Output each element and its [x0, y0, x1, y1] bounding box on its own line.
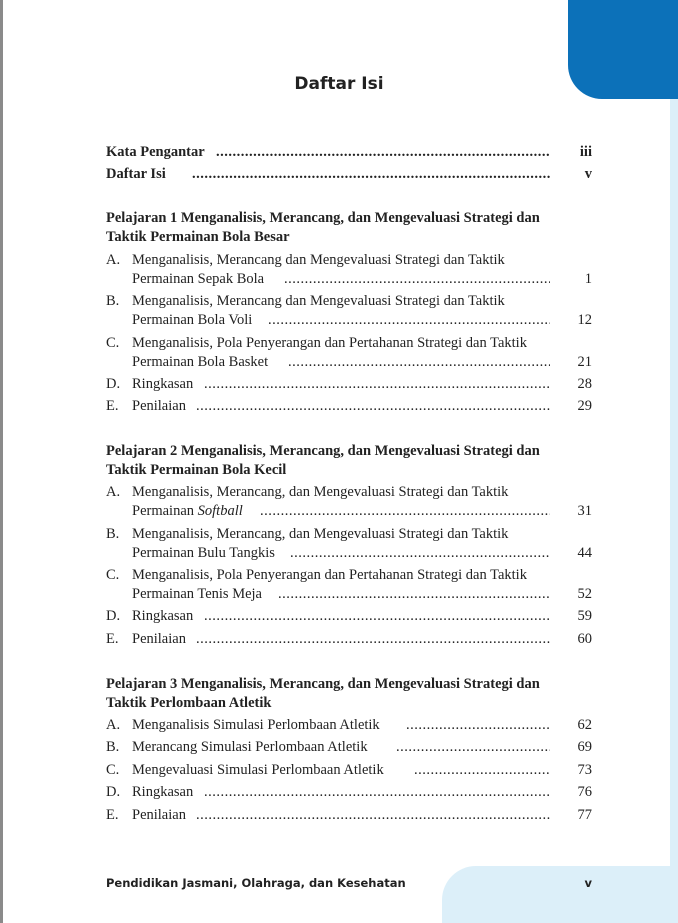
toc-page-number: 59 [577, 608, 592, 624]
item-title-line1: Menganalisis, Merancang, dan Mengevaluasi Strategi dan Taktik [132, 526, 509, 542]
chapter-heading-line1: Pelajaran 1 Menganalisis, Merancang, dan Mengevaluasi Strategi dan [106, 210, 540, 226]
toc-entry-label: Daftar Isi [106, 166, 166, 182]
leader-dots [406, 716, 550, 734]
item-title-line1: Menganalisis Simulasi Perlombaan Atletik [132, 717, 380, 733]
item-letter: A. [106, 484, 121, 500]
item-letter: C. [106, 567, 120, 583]
leader-dots [204, 375, 550, 393]
chapter-heading-line1: Pelajaran 2 Menganalisis, Merancang, dan Mengevaluasi Strategi dan [106, 443, 540, 459]
toc-page-number: 73 [577, 762, 592, 778]
item-letter: E. [106, 631, 119, 647]
toc-page-number: 28 [577, 376, 592, 392]
toc-page-number: 60 [577, 631, 592, 647]
item-title-line2: Permainan Bola Basket [132, 354, 269, 370]
page-left-edge [0, 0, 3, 923]
item-letter: B. [106, 293, 120, 309]
toc-page-number: 31 [577, 503, 592, 519]
item-title-line1: Menganalisis, Merancang dan Mengevaluasi Strategi dan Taktik [132, 252, 505, 268]
leader-dots [192, 165, 550, 183]
leader-dots [290, 544, 550, 562]
toc-entry-label: Kata Pengantar [106, 144, 205, 160]
leader-dots [216, 143, 550, 161]
item-letter: C. [106, 335, 120, 351]
toc-page-number: 29 [577, 398, 592, 414]
item-letter: C. [106, 762, 120, 778]
corner-tab-bottom [442, 866, 678, 923]
chapter-heading [106, 209, 592, 247]
item-letter: A. [106, 252, 121, 268]
item-title-line2-text: Permainan [132, 503, 195, 519]
chapter-heading-line2: Taktik Permainan Bola Kecil [106, 462, 287, 478]
toc-page-number: 1 [584, 271, 592, 287]
leader-dots [284, 270, 550, 288]
leader-dots [414, 761, 550, 779]
leader-dots [196, 397, 550, 415]
toc-page-number: v [584, 166, 592, 182]
toc-page-number: iii [579, 144, 592, 160]
leader-dots [268, 311, 550, 329]
page-title: Daftar Isi [294, 74, 384, 94]
toc-page-number: 52 [577, 586, 592, 602]
leader-dots [204, 607, 550, 625]
item-letter: D. [106, 608, 121, 624]
chapter-heading-line2: Taktik Perlombaan Atletik [106, 695, 272, 711]
leader-dots [196, 630, 550, 648]
leader-dots [196, 806, 550, 824]
footer-book-title: Pendidikan Jasmani, Olahraga, dan Kesehatan [106, 876, 406, 890]
item-letter: D. [106, 784, 121, 800]
chapter-heading-line2: Taktik Permainan Bola Besar [106, 229, 290, 245]
item-letter: B. [106, 739, 120, 755]
toc-page-number: 12 [577, 312, 592, 328]
chapter-heading [106, 675, 592, 713]
item-title-line1: Penilaian [132, 807, 186, 823]
item-letter: E. [106, 398, 119, 414]
item-title-line2: Permainan Bulu Tangkis [132, 545, 275, 561]
item-title-line1: Merancang Simulasi Perlombaan Atletik [132, 739, 368, 755]
item-title-line1: Menganalisis, Merancang dan Mengevaluasi Strategi dan Taktik [132, 293, 505, 309]
item-title-line1: Penilaian [132, 398, 186, 414]
item-title-line2: Permainan Bola Voli [132, 312, 253, 328]
item-title-line1: Penilaian [132, 631, 186, 647]
item-title-line1: Ringkasan [132, 784, 194, 800]
page-right-strip [670, 0, 678, 923]
item-letter: B. [106, 526, 120, 542]
leader-dots [396, 738, 550, 756]
footer-page-number: v [584, 876, 592, 890]
item-title-line2 [132, 502, 243, 521]
toc-page-number: 76 [577, 784, 592, 800]
item-title-line1: Ringkasan [132, 608, 194, 624]
item-title-line1: Mengevaluasi Simulasi Perlombaan Atletik [132, 762, 384, 778]
toc-page-number: 21 [577, 354, 592, 370]
chapter-heading-line1: Pelajaran 3 Menganalisis, Merancang, dan Mengevaluasi Strategi dan [106, 676, 540, 692]
item-title-line1: Ringkasan [132, 376, 194, 392]
item-title-line2: Permainan Sepak Bola [132, 271, 265, 287]
leader-dots [260, 502, 550, 520]
toc-page-number: 69 [577, 739, 592, 755]
chapter-heading [106, 442, 592, 480]
item-letter: A. [106, 717, 121, 733]
toc-page-number: 77 [577, 807, 592, 823]
item-title-line1: Menganalisis, Pola Penyerangan dan Pertahanan Strategi dan Taktik [132, 335, 527, 351]
item-title-line1: Menganalisis, Pola Penyerangan dan Pertahanan Strategi dan Taktik [132, 567, 527, 583]
leader-dots [204, 783, 550, 801]
item-title-line2: Permainan Tenis Meja [132, 586, 262, 602]
leader-dots [278, 585, 550, 603]
item-letter: D. [106, 376, 121, 392]
item-letter: E. [106, 807, 119, 823]
toc-page-number: 62 [577, 717, 592, 733]
item-title-line1: Menganalisis, Merancang, dan Mengevaluasi Strategi dan Taktik [132, 484, 509, 500]
item-title-italic: Softball [197, 503, 243, 519]
leader-dots [288, 353, 550, 371]
toc-page-number: 44 [577, 545, 592, 561]
